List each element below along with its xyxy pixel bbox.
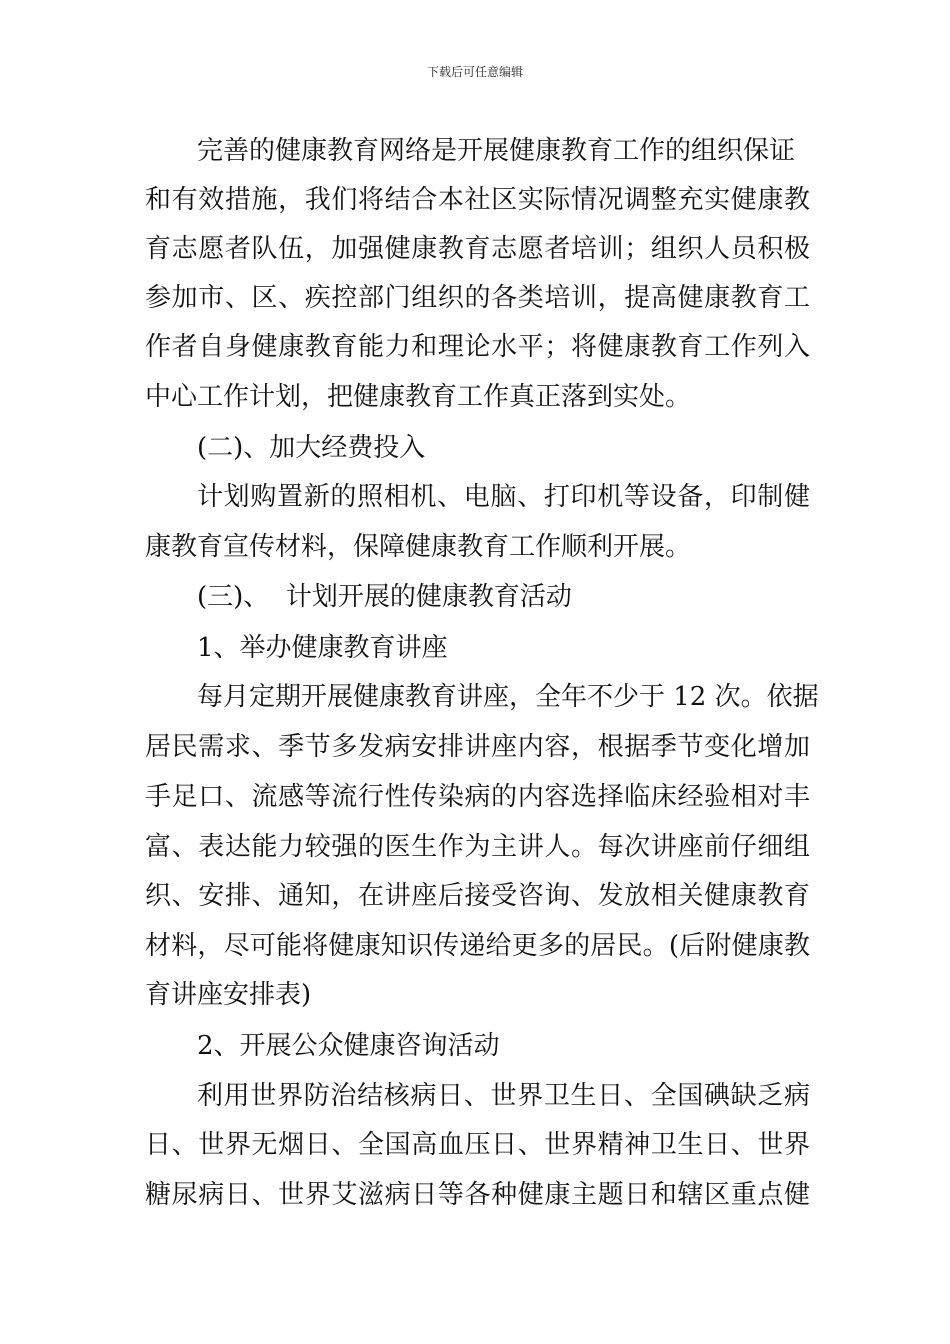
text-line: 富、表达能力较强的医生作为主讲人。每次讲座前仔细组: [145, 832, 810, 862]
text-line: 手足口、流感等流行性传染病的内容选择临床经验相对丰: [145, 782, 810, 812]
text-line: 织、安排、通知，在讲座后接受咨询、发放相关健康教育: [145, 881, 810, 911]
text-line: 材料，尽可能将健康知识传递给更多的居民。(后附健康教: [145, 931, 810, 961]
text-line: 糖尿病日、世界艾滋病日等各种健康主题日和辖区重点健: [145, 1180, 810, 1210]
text-line: 居民需求、季节多发病安排讲座内容，根据季节变化增加: [145, 732, 810, 762]
text-line: 作者自身健康教育能力和理论水平；将健康教育工作列入: [145, 332, 810, 362]
text-line: 中心工作计划，把健康教育工作真正落到实处。: [145, 382, 692, 412]
text-line: 日、世界无烟日、全国高血压日、世界精神卫生日、世界: [145, 1130, 810, 1160]
text-line: 参加市、区、疾控部门组织的各类培训，提高健康教育工: [145, 283, 810, 313]
text-line: 康教育宣传材料，保障健康教育工作顺利开展。: [145, 532, 692, 562]
section-heading: (二)、加大经费投入: [197, 433, 426, 463]
section-heading: (三)、 计划开展的健康教育活动: [197, 582, 572, 612]
text-line: 每月定期开展健康教育讲座，全年不少于 12 次。依据: [197, 682, 819, 712]
text-line: 利用世界防治结核病日、世界卫生日、全国碘缺乏病: [197, 1081, 810, 1111]
text-line: 计划购置新的照相机、电脑、打印机等设备，印制健: [197, 482, 810, 512]
text-line: 育志愿者队伍，加强健康教育志愿者培训；组织人员积极: [145, 234, 810, 264]
text-line: 育讲座安排表): [145, 980, 312, 1010]
text-line: 和有效措施，我们将结合本社区实际情况调整充实健康教: [145, 185, 810, 215]
subsection-heading: 1、举办健康教育讲座: [197, 633, 448, 663]
subsection-heading: 2、开展公众健康咨询活动: [197, 1031, 500, 1061]
text-line: 完善的健康教育网络是开展健康教育工作的组织保证: [197, 136, 796, 166]
page-header: 下载后可任意编辑: [426, 65, 523, 79]
